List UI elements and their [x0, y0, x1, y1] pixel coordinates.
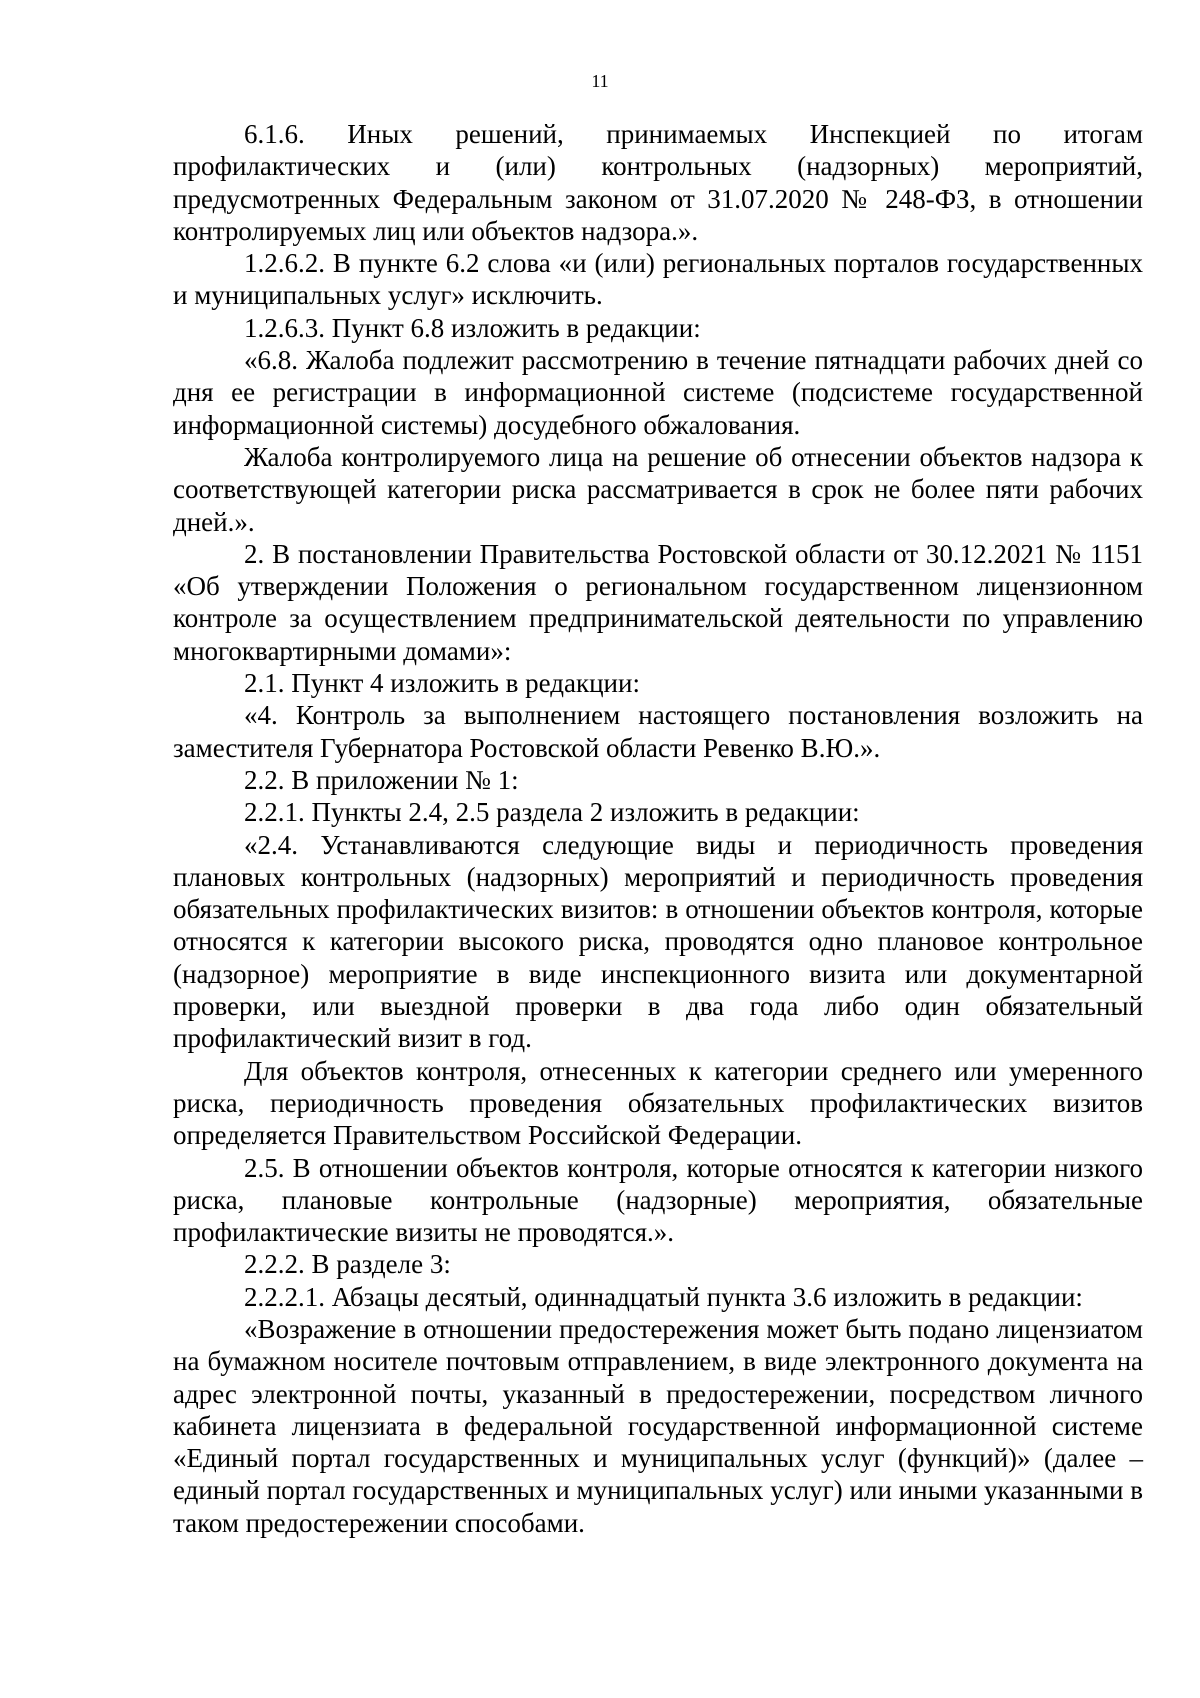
- paragraph: 2.2.2. В разделе 3:: [244, 1249, 451, 1280]
- paragraph: 2.2.2.1. Абзацы десятый, одиннадцатый пункта 3.6 изложить в редакции:: [244, 1281, 1083, 1312]
- paragraph: 2. В постановлении Правительства Ростовской области от 30.12.2021 № 1151 «Об утверждении Положения о региональном государственном лицензионном контроле за осуществлением предпринимательской деятельности по управлению многоквартирными домами»:: [173, 538, 1143, 666]
- paragraph: 2.5. В отношении объектов контроля, которые относятся к категории низкого риска, плановые контрольные (надзорные) мероприятия, обязательные профилактические визиты не проводятся.».: [173, 1152, 1143, 1248]
- paragraph: 2.2.1. Пункты 2.4, 2.5 раздела 2 изложить в редакции:: [244, 797, 860, 828]
- paragraph: 1.2.6.2. В пункте 6.2 слова «и (или) региональных порталов государственных и муниципальных услуг» исключить.: [173, 248, 1143, 311]
- paragraph: «Возражение в отношении предостережения может быть подано лицензиатом на бумажном носителе почтовым отправлением, в виде электронного документа на адрес электронной почты, указанный в предостережении, посредством личного кабинета лицензиата в федеральной государственной информационной системе «Единый портал государственных и муниципальных услуг (функций)» (далее – единый портал государственных и муниципальных услуг) или иными указанными в таком предостережении способами.: [173, 1313, 1143, 1538]
- paragraph: 1.2.6.3. Пункт 6.8 изложить в редакции:: [244, 312, 701, 343]
- paragraph: «2.4. Устанавливаются следующие виды и периодичность проведения плановых контрольных (надзорных) мероприятий и периодичность проведения обязательных профилактических визитов: в отношении объектов контроля, которые относятся к категории высокого риска, проводятся одно плановое контрольное (надзорное) мероприятие в виде инспекционного визита или документарной проверки, или выездной проверки в два года либо один обязательный профилактический визит в год.: [173, 829, 1143, 1054]
- paragraph: 6.1.6. Иных решений, принимаемых Инспекцией по итогам профилактических и (или) контрольных (надзорных) мероприятий, предусмотренных Федеральным законом от 31.07.2020 № 248-ФЗ, в отношении контролируемых лиц или объектов надзора.».: [173, 119, 1143, 246]
- paragraph: Жалоба контролируемого лица на решение об отнесении объектов надзора к соответствующей категории риска рассматривается в срок не более пяти рабочих дней.».: [173, 441, 1143, 537]
- paragraph: «4. Контроль за выполнением настоящего постановления возложить на заместителя Губернатора Ростовской области Ревенко В.Ю.».: [173, 700, 1143, 763]
- paragraph: 2.2. В приложении № 1:: [244, 764, 519, 795]
- document-body: [173, 118, 1143, 1539]
- page-number: 11: [591, 71, 609, 91]
- paragraph: 2.1. Пункт 4 изложить в редакции:: [244, 668, 640, 699]
- paragraph: Для объектов контроля, отнесенных к категории среднего или умеренного риска, периодичность проведения обязательных профилактических визитов определяется Правительством Российской Федерации.: [173, 1055, 1143, 1151]
- paragraph: «6.8. Жалоба подлежит рассмотрению в течение пятнадцати рабочих дней со дня ее регистрации в информационной системе (подсистеме государственной информационной системы) досудебного обжалования.: [173, 345, 1143, 440]
